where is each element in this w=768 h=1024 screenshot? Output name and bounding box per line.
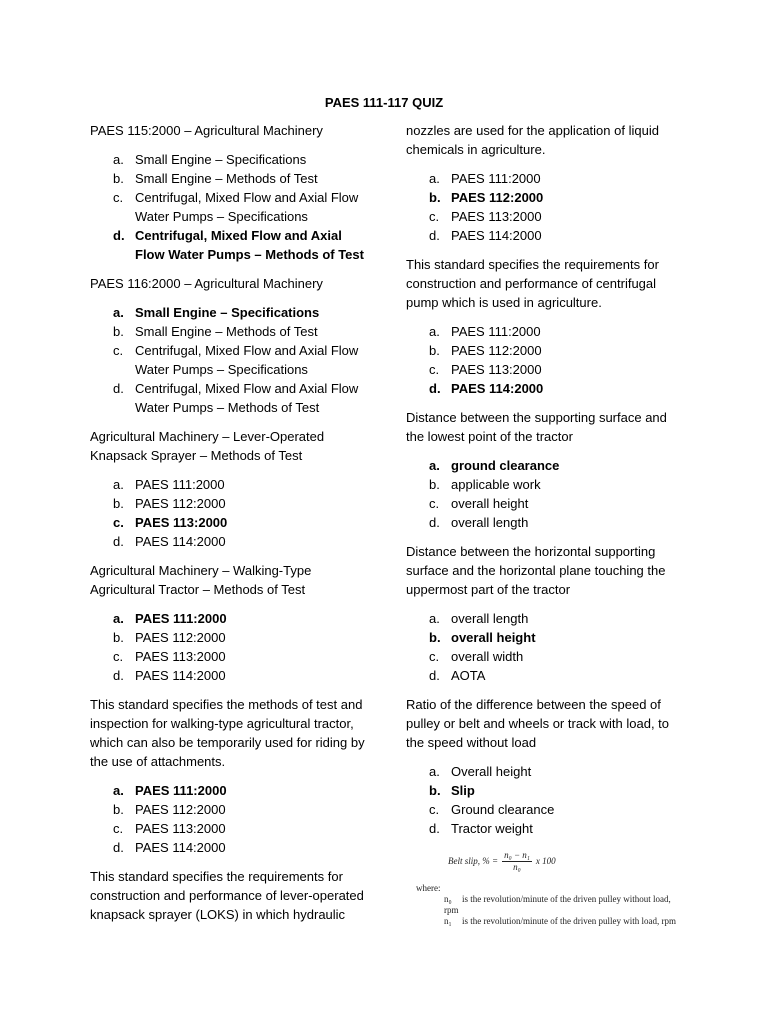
option-d-correct: d. PAES 114:2000 <box>429 381 544 396</box>
belt-slip-formula <box>406 850 686 927</box>
question-1: PAES 115:2000 – Agricultural Machinery <box>90 123 323 138</box>
formula-lhs: Belt slip, % = <box>448 856 499 866</box>
option-a-correct: a. ground clearance <box>429 458 560 473</box>
question-5-options <box>90 781 375 857</box>
question-7: This standard specifies the requirements for construction and performance of centrifugal pump which is used in agriculture. <box>406 257 659 310</box>
question-10: Ratio of the difference between the speed of pulley or belt and wheels or track with load, to the speed without load <box>406 697 670 750</box>
formula-denominator: n₀ <box>513 862 521 872</box>
option-d: d. PAES 114:2000 <box>113 668 226 683</box>
option-b-correct: b. Slip <box>429 783 475 798</box>
option-d: d. PAES 114:2000 <box>113 534 226 549</box>
option-b: b. PAES 112:2000 <box>113 630 226 645</box>
question-3-options <box>90 475 375 551</box>
formula-definition-n1: n₁ is the revolution/minute of the driven pulley with load, rpm <box>444 916 676 926</box>
question-7-options <box>406 322 686 398</box>
option-d: d. PAES 114:2000 <box>113 840 226 855</box>
option-a: a. overall length <box>429 611 529 626</box>
option-a: a. PAES 111:2000 <box>429 324 541 339</box>
question-4-options <box>90 609 375 685</box>
option-a: a. PAES 111:2000 <box>429 171 541 186</box>
formula-definition-n0: n₀ is the revolution/minute of the driven pulley without load, rpm <box>444 894 671 915</box>
option-b: b. Small Engine – Methods of Test <box>113 171 318 186</box>
option-c: c. PAES 113:2000 <box>113 821 226 836</box>
question-6-end: nozzles are used for the application of liquid chemicals in agriculture. <box>406 123 659 157</box>
left-column <box>90 121 375 934</box>
option-a: a. Overall height <box>429 764 532 779</box>
option-a-correct: a. PAES 111:2000 <box>113 611 227 626</box>
option-b-correct: b. overall height <box>429 630 536 645</box>
question-2: PAES 116:2000 – Agricultural Machinery <box>90 276 323 291</box>
option-d: d. AOTA <box>429 668 486 683</box>
option-c: c. Centrifugal, Mixed Flow and Axial Flow Water Pumps – Specifications <box>113 190 359 224</box>
formula-rhs: x 100 <box>535 856 556 866</box>
option-c: c. overall height <box>429 496 529 511</box>
question-10-options <box>406 762 686 838</box>
option-d-correct: d. Centrifugal, Mixed Flow and Axial Flow Water Pumps – Methods of Test <box>113 228 364 262</box>
option-c: c. Ground clearance <box>429 802 555 817</box>
option-c: c. PAES 113:2000 <box>429 362 542 377</box>
question-2-options <box>90 303 375 417</box>
option-c: c. Centrifugal, Mixed Flow and Axial Flow Water Pumps – Specifications <box>113 343 359 377</box>
question-1-options <box>90 150 375 264</box>
option-c: c. PAES 113:2000 <box>113 649 226 664</box>
option-b: b. applicable work <box>429 477 541 492</box>
option-c: c. overall width <box>429 649 524 664</box>
formula-where: where: <box>416 883 441 893</box>
question-8-options <box>406 456 686 532</box>
option-b: b. PAES 112:2000 <box>113 496 226 511</box>
option-d: d. Centrifugal, Mixed Flow and Axial Flow Water Pumps – Methods of Test <box>113 381 359 415</box>
option-d: d. overall length <box>429 515 529 530</box>
question-6-options <box>406 169 686 245</box>
option-d: d. PAES 114:2000 <box>429 228 542 243</box>
question-3: Agricultural Machinery – Lever-Operated Knapsack Sprayer – Methods of Test <box>90 429 325 463</box>
question-4: Agricultural Machinery – Walking-Type Agricultural Tractor – Methods of Test <box>90 563 312 597</box>
question-8: Distance between the supporting surface and the lowest point of the tractor <box>406 410 667 444</box>
formula-fraction <box>502 850 532 873</box>
option-b: b. Small Engine – Methods of Test <box>113 324 318 339</box>
right-column <box>406 121 686 927</box>
option-a: a. PAES 111:2000 <box>113 477 225 492</box>
question-9: Distance between the horizontal supporting surface and the horizontal plane touching the uppermost part of the tractor <box>406 544 666 597</box>
option-a: a. Small Engine – Specifications <box>113 152 307 167</box>
formula-equation <box>406 850 686 873</box>
option-c-correct: c. PAES 113:2000 <box>113 515 228 530</box>
question-6-start: This standard specifies the requirements for construction and performance of lever-operated knapsack sprayer (LOKS) in which hydraulic <box>90 869 364 922</box>
option-a-correct: a. PAES 111:2000 <box>113 783 227 798</box>
option-b: b. PAES 112:2000 <box>113 802 226 817</box>
option-d: d. Tractor weight <box>429 821 533 836</box>
option-a-correct: a. Small Engine – Specifications <box>113 305 320 320</box>
option-b-correct: b. PAES 112:2000 <box>429 190 544 205</box>
question-9-options <box>406 609 686 685</box>
option-c: c. PAES 113:2000 <box>429 209 542 224</box>
question-5: This standard specifies the methods of test and inspection for walking-type agricultural tractor, which can also be temporarily used for riding by the use of attachments. <box>90 697 365 769</box>
option-b: b. PAES 112:2000 <box>429 343 542 358</box>
formula-numerator: n₀ − n₁ <box>504 850 530 860</box>
page-title: PAES 111-117 QUIZ <box>324 95 444 110</box>
